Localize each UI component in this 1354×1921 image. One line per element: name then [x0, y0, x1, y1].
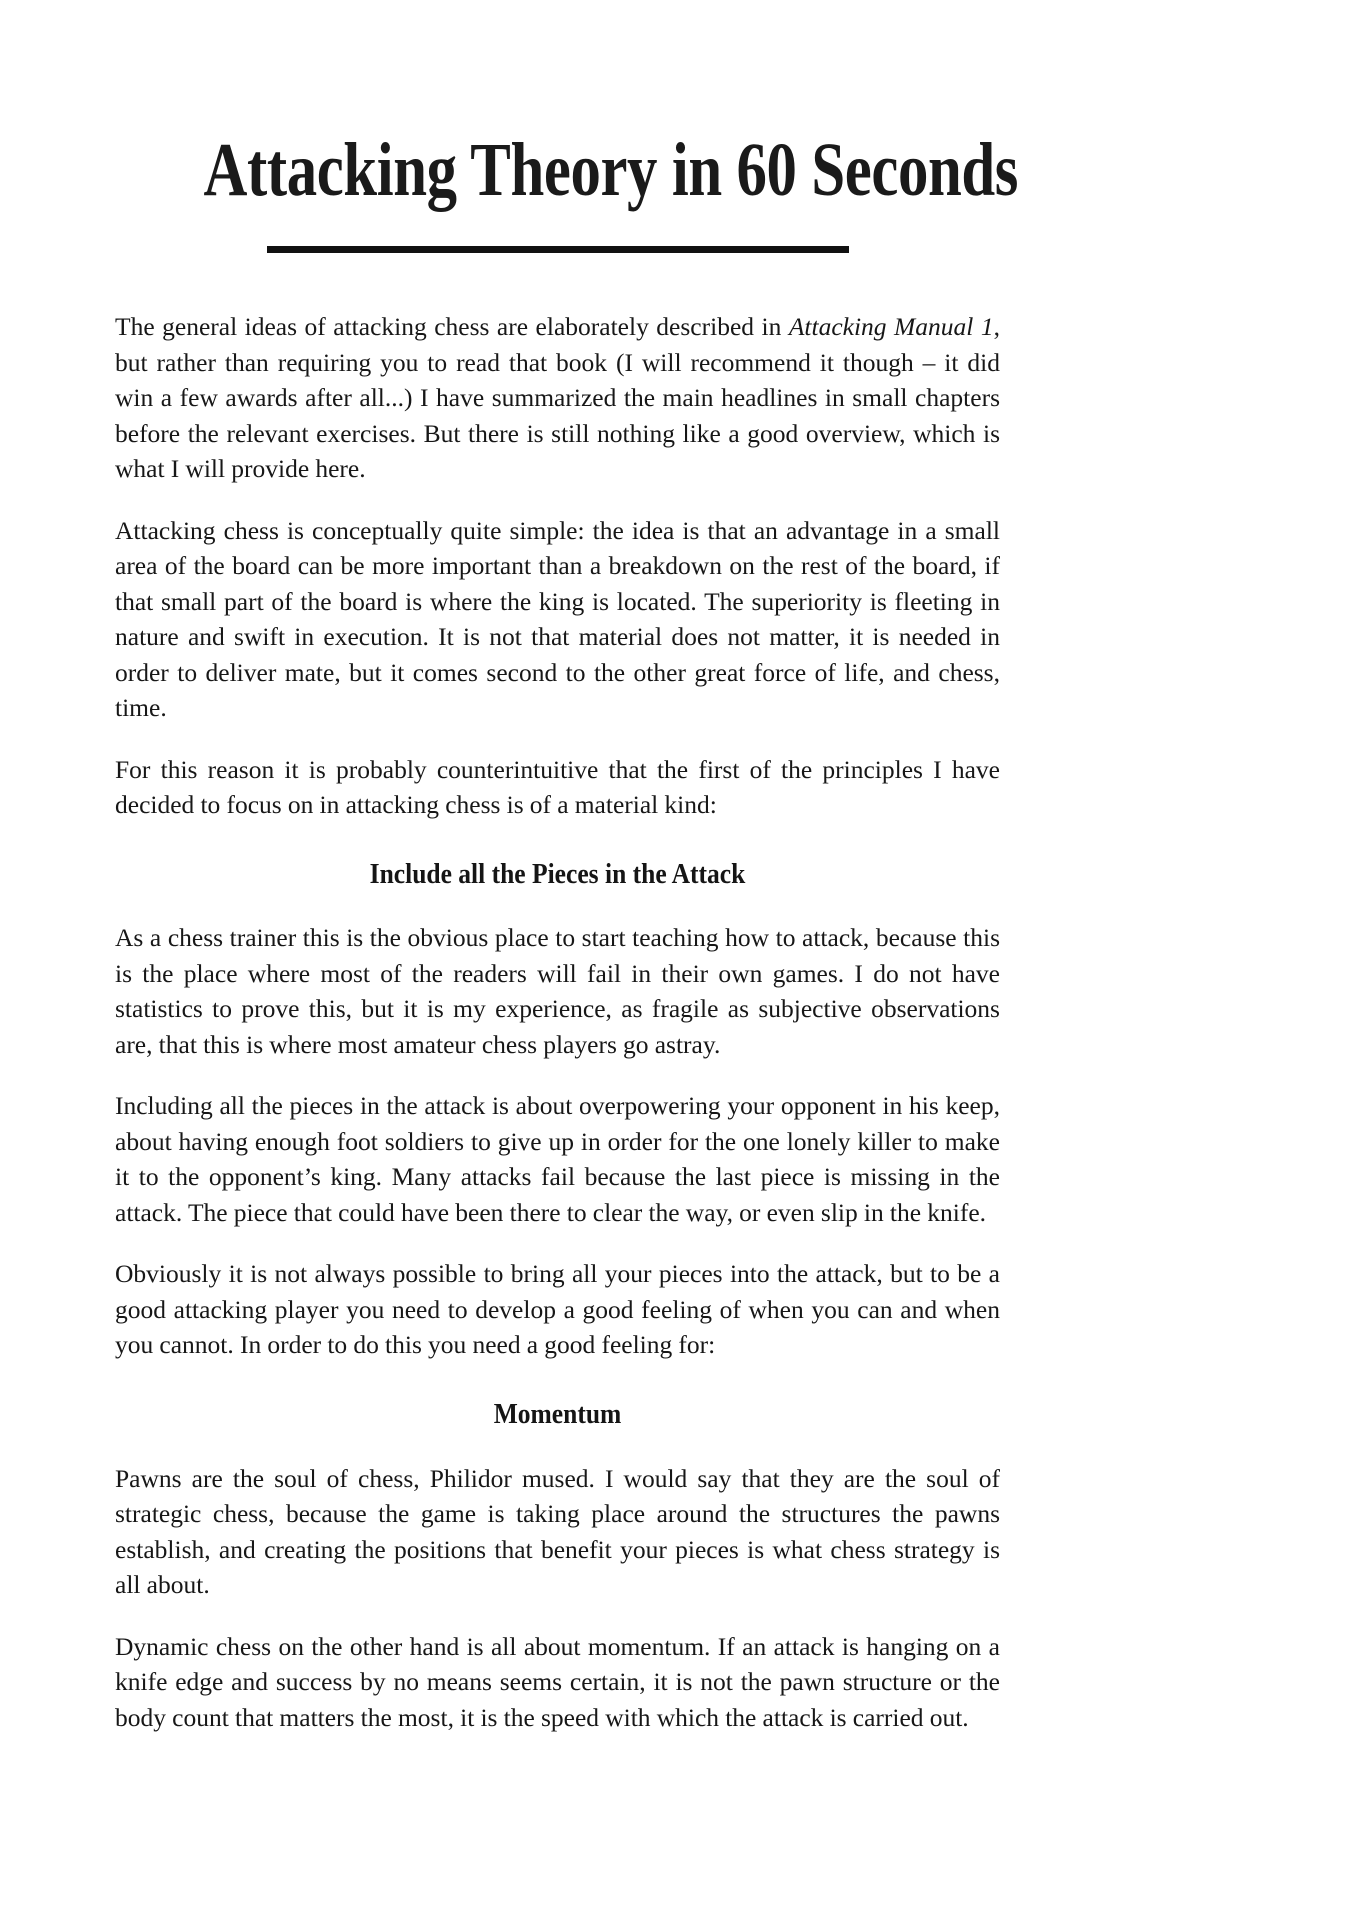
title-divider-rule [267, 246, 849, 253]
paragraph-text: For this reason it is probably counterintuitive that the first of the principles I have decided to focus on in attacking chess is of a material kind: [115, 754, 1000, 819]
book-title-italic: Attacking Manual 1 [788, 312, 994, 341]
body-paragraph [115, 1256, 1000, 1363]
paragraph-text: As a chess trainer this is the obvious place to start teaching how to attack, because this is the place where most of the readers will fail in their own games. I do not have statistics to prove this, but it is my experience, as fragile as subjective observations are, that this is where most amateur chess players go astray. [115, 923, 1000, 1059]
paragraph-text: Attacking chess is conceptually quite simple: the idea is that an advantage in a small area of the board can be more important than a breakdown on the rest of the board, if that small part of the board is where the king is located. The superiority is fleeting in nature and swift in execution. It is not that material does not matter, it is needed in order to deliver mate, but it comes second to the other great force of life, and chess, time. [115, 515, 1000, 722]
body-paragraph [115, 1088, 1000, 1230]
page-title: Attacking Theory in 60 Seconds [203, 128, 1019, 212]
paragraph-text: Obviously it is not always possible to bring all your pieces into the attack, but to be a good attacking player you need to develop a good feeling of when you can and when you cannot. In order to do this you need a good feeling for: [115, 1259, 1000, 1360]
section-heading: Include all the Pieces in the Attack [369, 857, 746, 890]
body-paragraph [115, 513, 1000, 726]
body-paragraph [115, 752, 1000, 823]
paragraph-text: , but rather than requiring you to read that book (I will recommend it though – it did win a few awards after all...) I have summarized the main headlines in small chapters before the relevant exercises. But there is still nothing like a good overview, which is what I will provide here. [115, 312, 1000, 483]
body-paragraph [115, 920, 1000, 1062]
paragraph-text: The general ideas of attacking chess are elaborately described in [115, 312, 789, 341]
body-text-block [115, 309, 1000, 1735]
section-heading: Momentum [493, 1397, 622, 1430]
body-paragraph [115, 1629, 1000, 1736]
paragraph-text: Including all the pieces in the attack is about overpowering your opponent in his keep, about having enough foot soldiers to give up in order for the one lonely killer to make it to the opponent’s king. Many attacks fail because the last piece is missing in the attack. The piece that could have been there to clear the way, or even slip in the knife. [115, 1091, 1000, 1227]
paragraph-text: Pawns are the soul of chess, Philidor mused. I would say that they are the soul of strategic chess, because the game is taking place around the structures the pawns establish, and creating the positions that benefit your pieces is what chess strategy is all about. [115, 1463, 1000, 1600]
body-paragraph [115, 309, 1000, 487]
body-paragraph [115, 1461, 1000, 1603]
page-content [115, 0, 1019, 1735]
paragraph-text: Dynamic chess on the other hand is all about momentum. If an attack is hanging on a knife edge and success by no means seems certain, it is not the pawn structure or the body count that matters the most, it is the speed with which the attack is carried out. [115, 1631, 1000, 1732]
